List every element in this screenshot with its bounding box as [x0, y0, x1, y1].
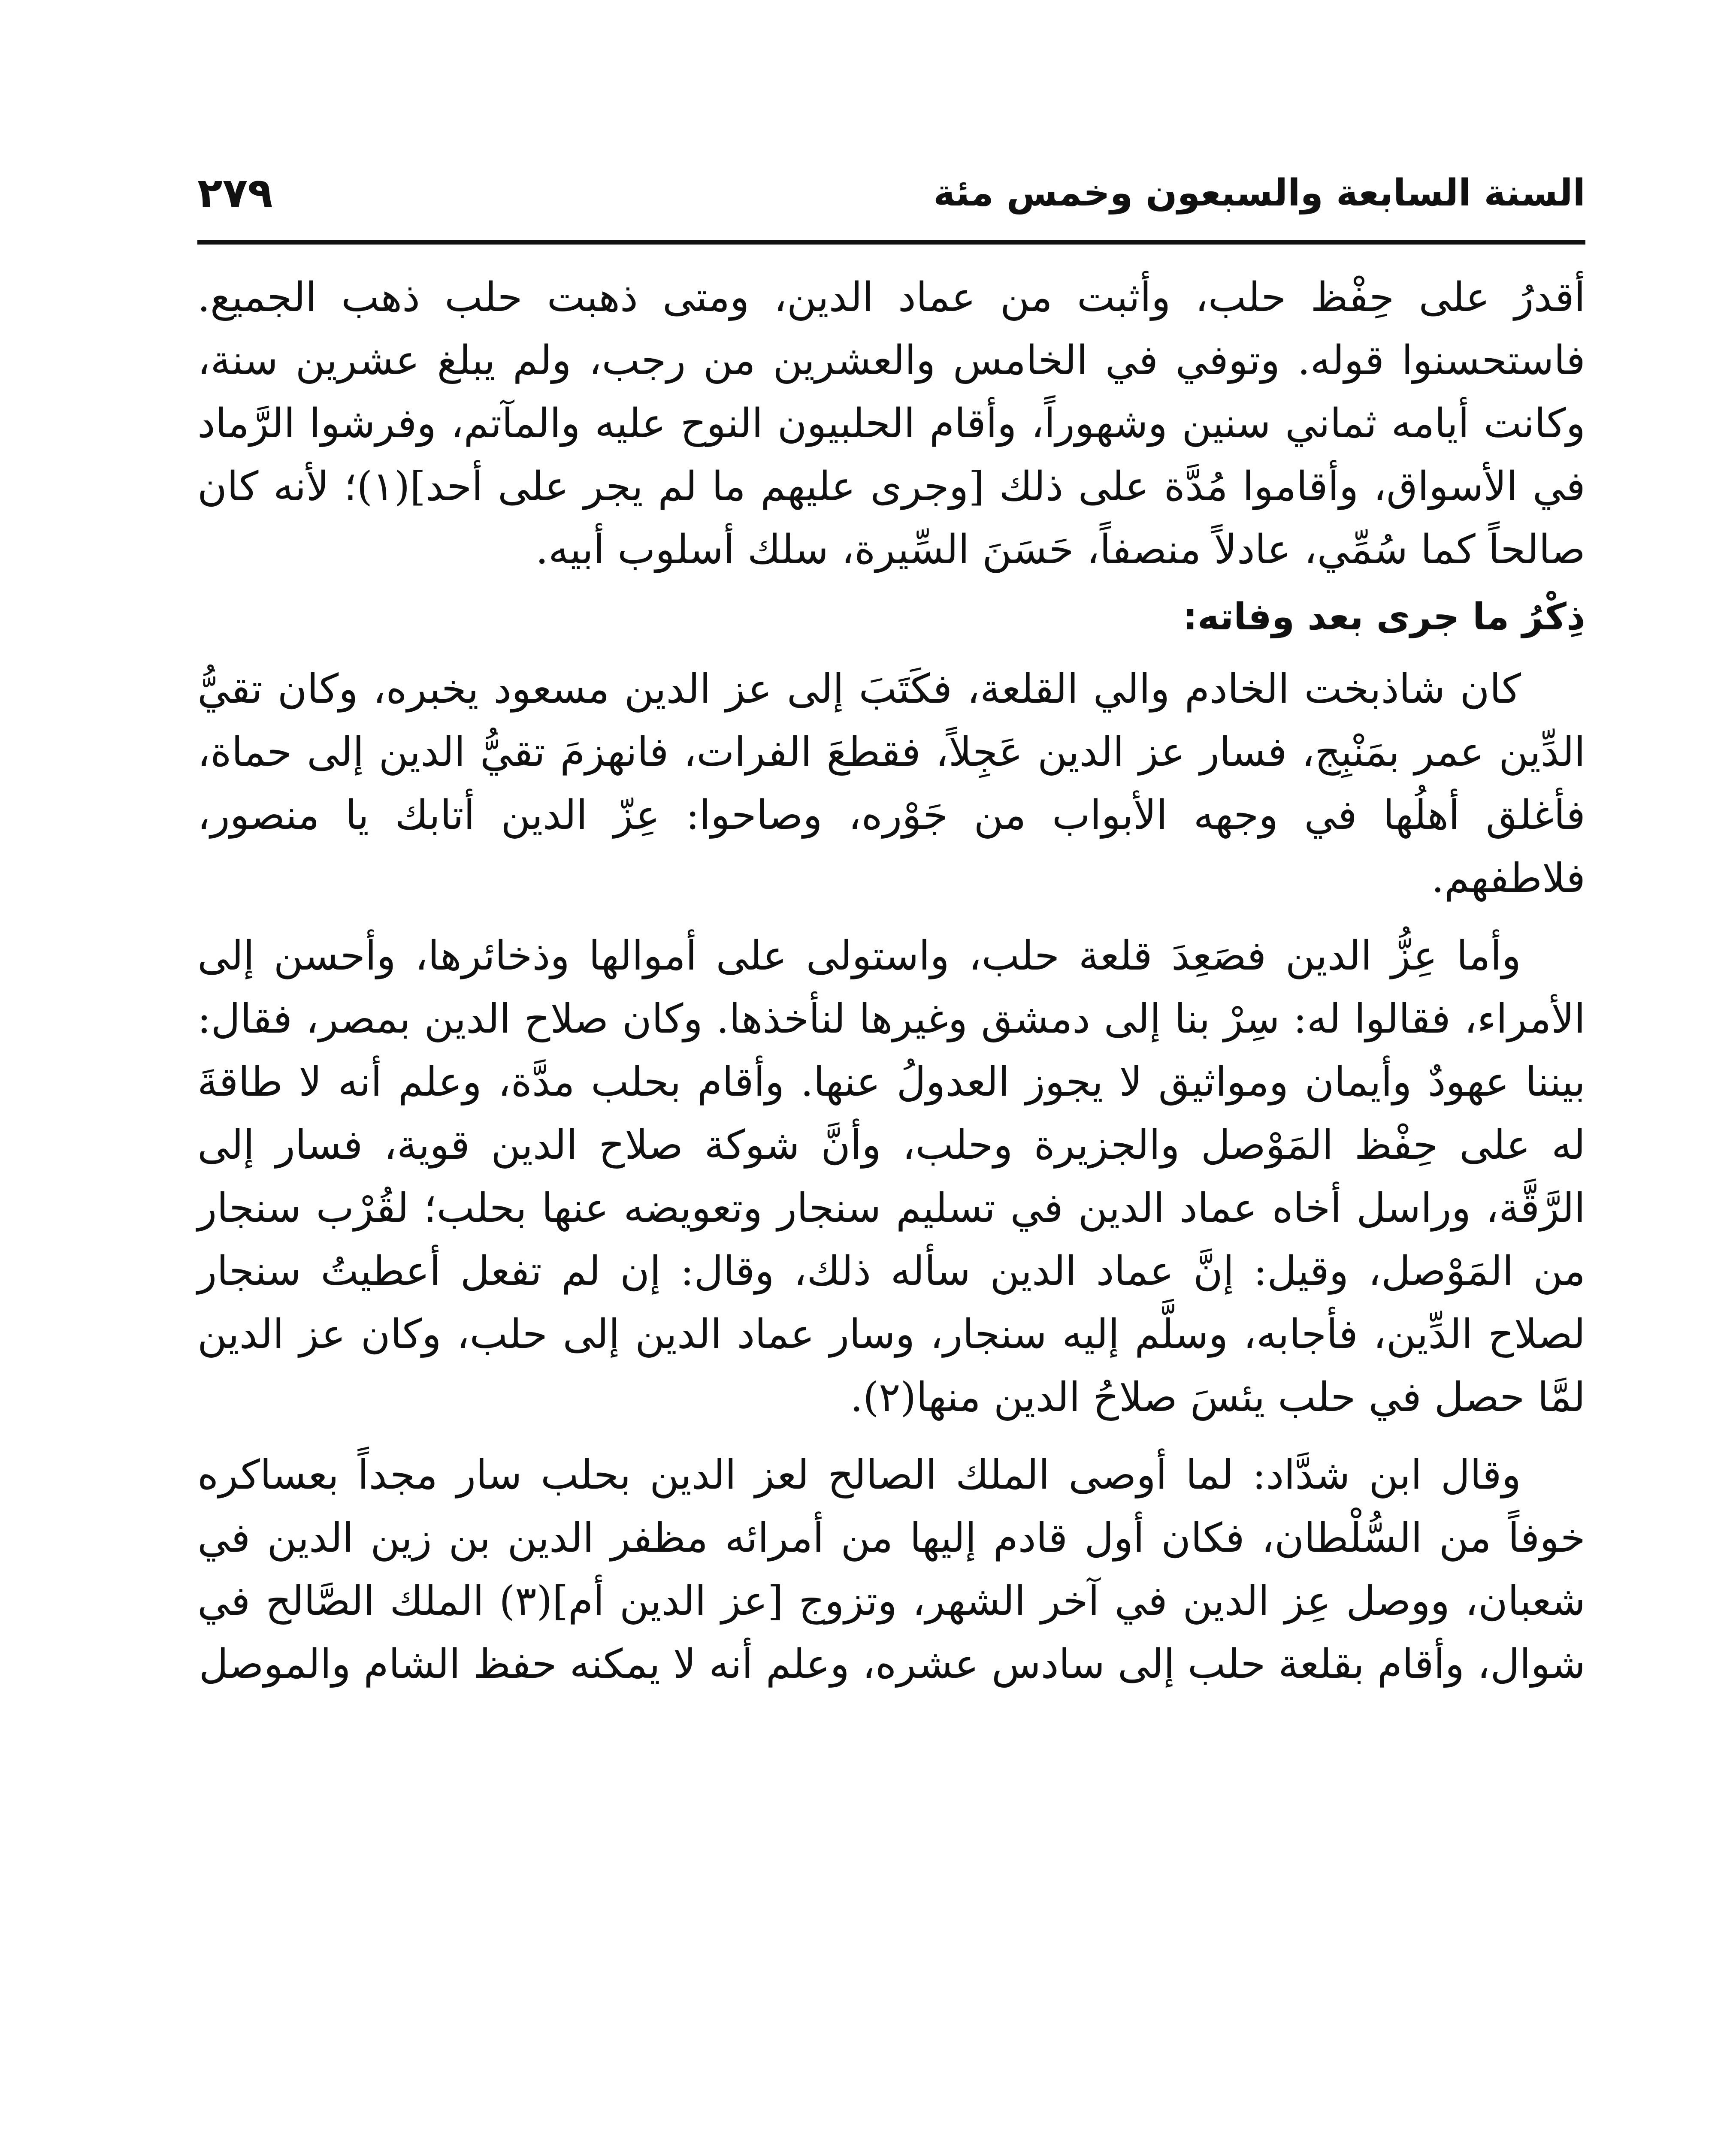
header-divider	[197, 240, 1585, 245]
paragraph-1: أقدرُ على حِفْظ حلب، وأثبت من عماد الدين، ومتى ذهبت حلب ذهب الجميع. فاستحسنوا قوله. وتوفي في الخامس والعشرين من رجب، ولم يبلغ عشرين سنة، وكانت أيامه ثماني سنين وشهوراً، وأقام الحلبيون النوح عليه والمآتم، وفرشوا الرَّماد في الأسواق، وأقاموا مُدَّة على ذلك [وجرى عليهم ما لم يجر على أحد](١)؛ لأنه كان صالحاً كما سُمِّي، عادلاً منصفاً، حَسَنَ السِّيرة، سلك أسلوب أبيه.	[197, 274, 1585, 573]
page-number: ٢٧٩	[197, 169, 273, 217]
section-heading: ذِكْرُ ما جرى بعد وفاته:	[1183, 595, 1585, 638]
paragraph-2: كان شاذبخت الخادم والي القلعة، فكَتَبَ إلى عز الدين مسعود يخبره، وكان تقيُّ الدِّين عمر بمَنْبِج، فسار عز الدين عَجِلاً، فقطعَ الفرات، فانهزمَ تقيُّ الدين إلى حماة، فأغلق أهلُها في وجهه الأبواب من جَوْره، وصاحوا: عِزّ الدين أتابك يا منصور، فلاطفهم.	[197, 666, 1585, 902]
main-text	[197, 266, 1585, 1696]
paragraph-3: وأما عِزُّ الدين فصَعِدَ قلعة حلب، واستولى على أموالها وذخائرها، وأحسن إلى الأمراء، فقالوا له: سِرْ بنا إلى دمشق وغيرها لنأخذها. وكان صلاح الدين بمصر، فقال: بيننا عهودٌ وأيمان ومواثيق لا يجوز العدولُ عنها. وأقام بحلب مدَّة، وعلم أنه لا طاقةَ له على حِفْظ المَوْصل والجزيرة وحلب، وأنَّ شوكة صلاح الدين قوية، فسار إلى الرَّقَّة، وراسل أخاه عماد الدين في تسليم سنجار وتعويضه عنها بحلب؛ لقُرْب سنجار من المَوْصل، وقيل: إنَّ عماد الدين سأله ذلك، وقال: إن لم تفعل أعطيتُ سنجار لصلاح الدِّين، فأجابه، وسلَّم إليه سنجار، وسار عماد الدين إلى حلب، وكان عز الدين لمَّا حصل في حلب يئسَ صلاحُ الدين منها(٢).	[197, 933, 1585, 1421]
page-header	[197, 167, 1585, 232]
paragraph-4: وقال ابن شدَّاد: لما أوصى الملك الصالح لعز الدين بحلب سار مجداً بعساكره خوفاً من السُّلْطان، فكان أول قادم إليها من أمرائه مظفر الدين بن زين الدين في شعبان، ووصل عِز الدين في آخر الشهر، وتزوج [عز الدين أم](٣) الملك الصَّالح في شوال، وأقام بقلعة حلب إلى سادس عشره، وعلم أنه لا يمكنه حفظ الشام والموصل	[197, 1452, 1585, 1688]
running-title: السنة السابعة والسبعون وخمس مئة	[933, 172, 1585, 214]
